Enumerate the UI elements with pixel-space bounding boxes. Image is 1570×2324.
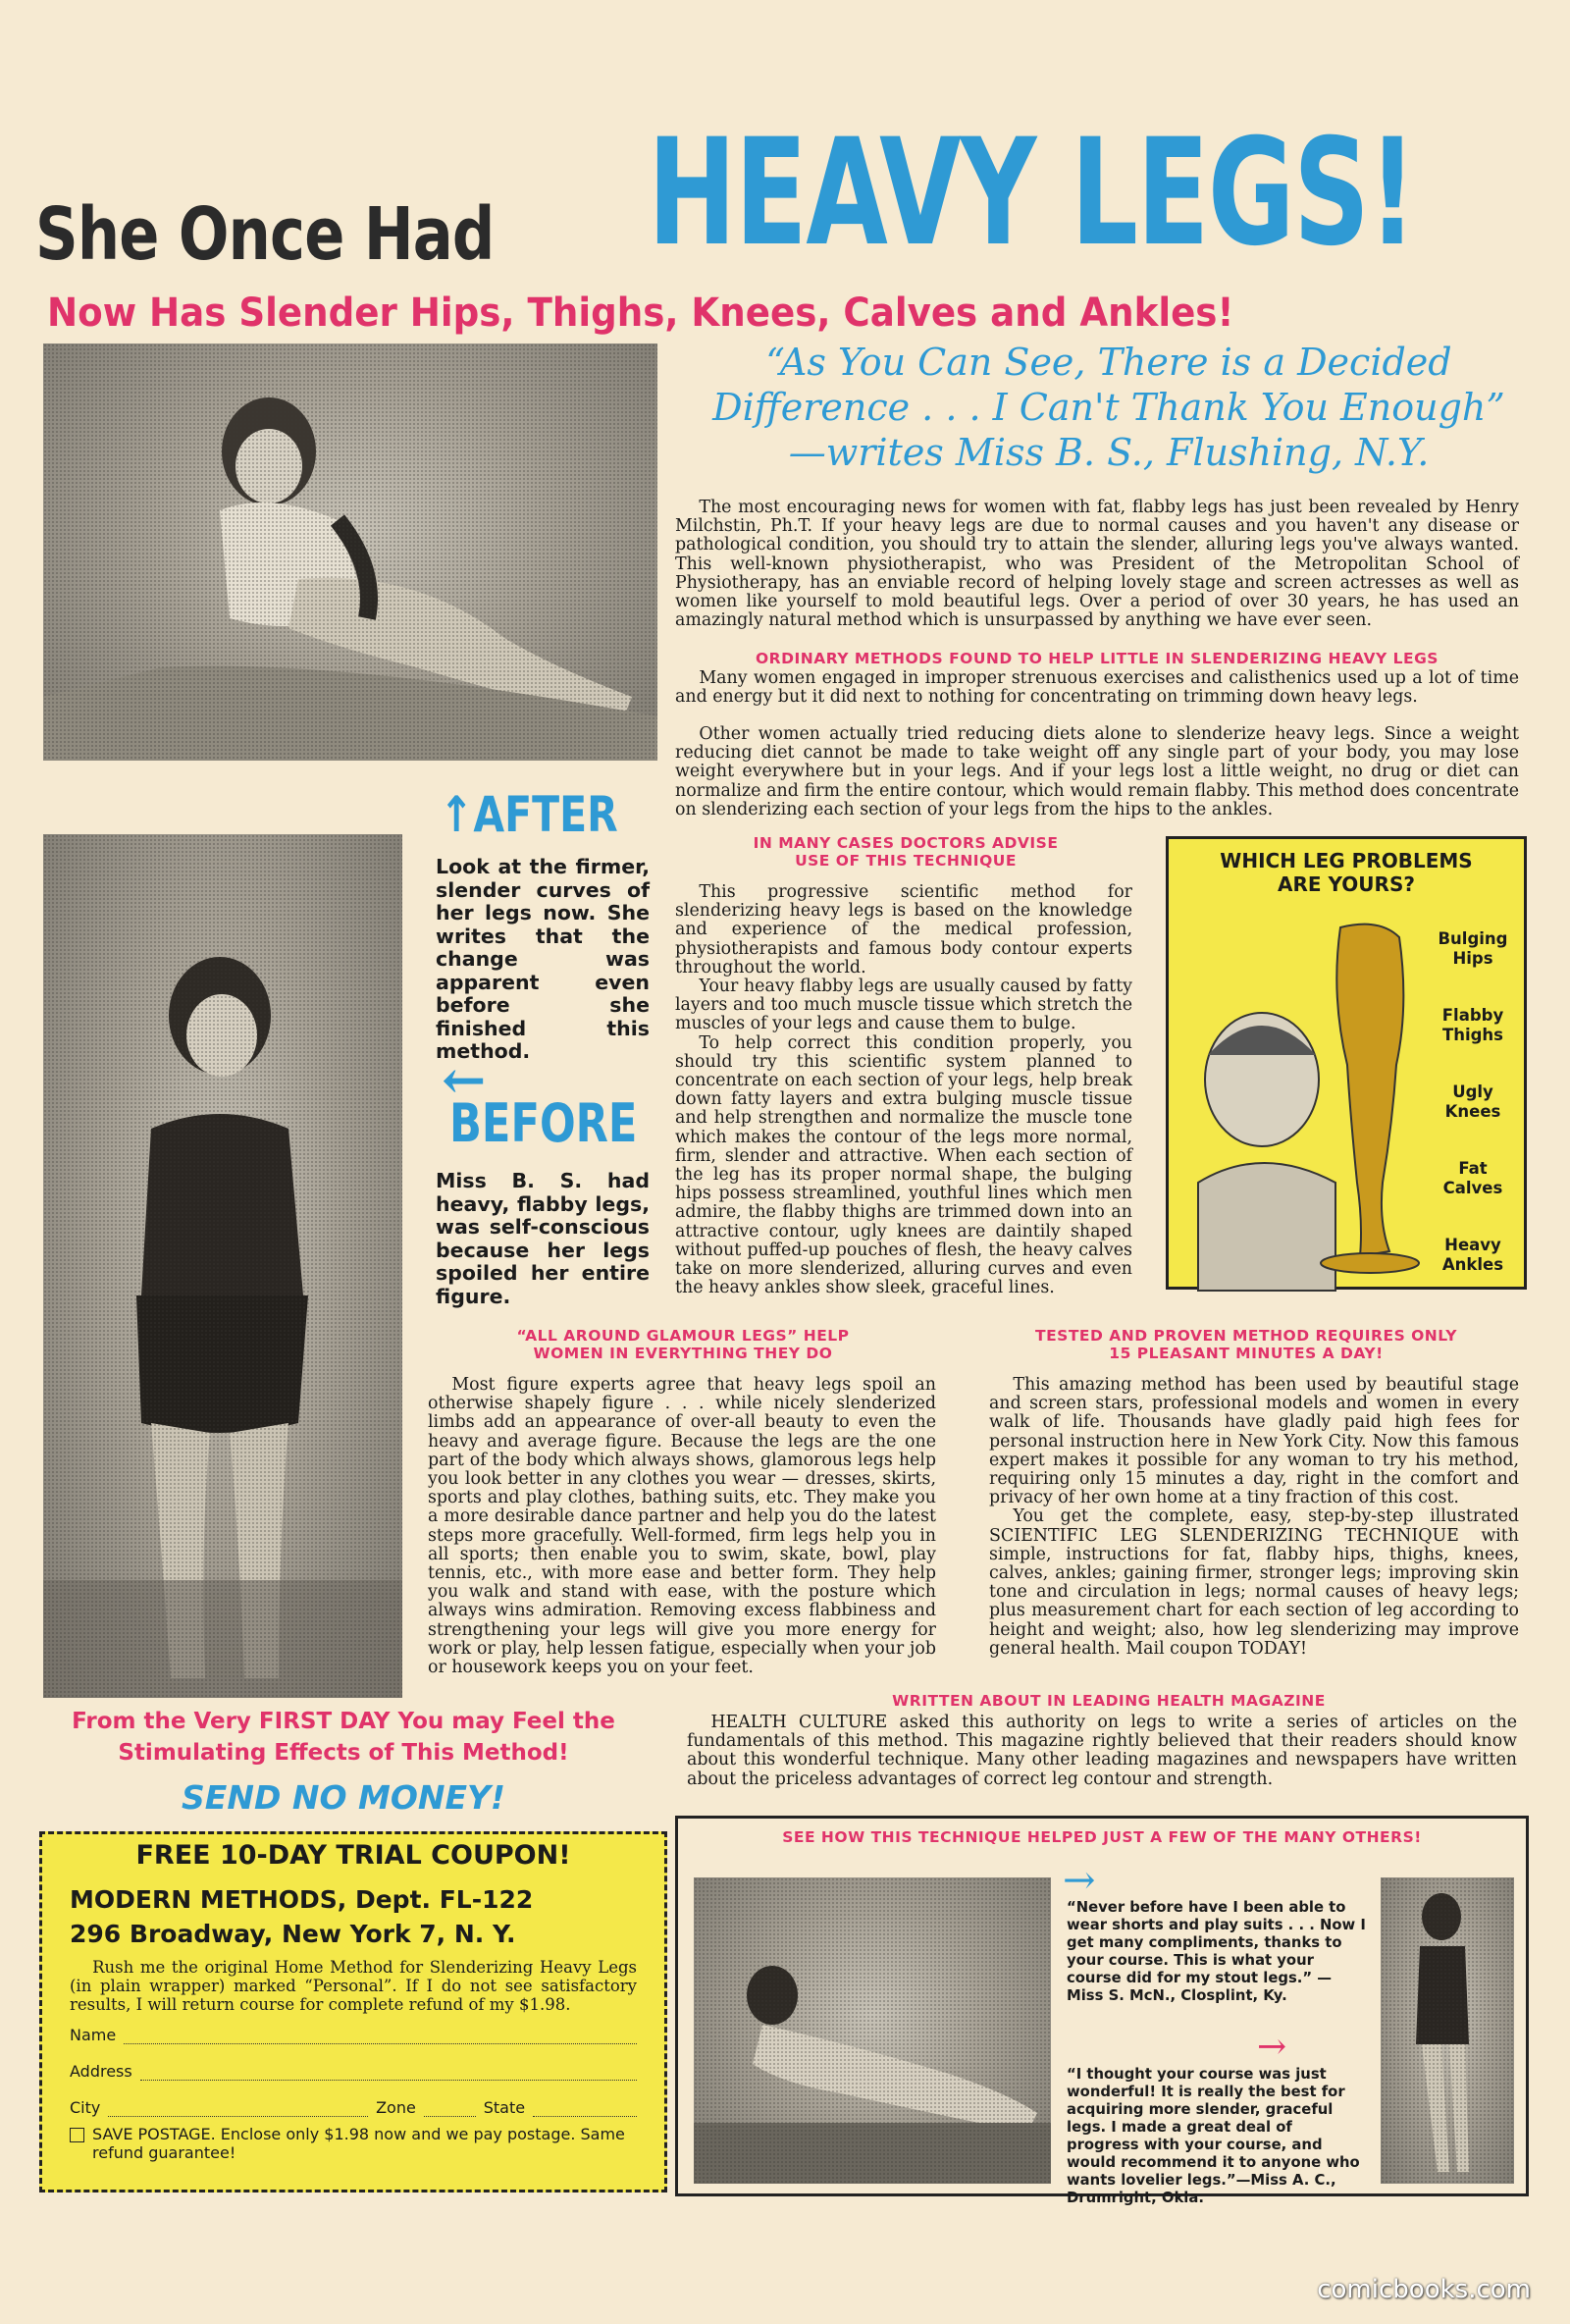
postage-checkbox[interactable] — [70, 2128, 84, 2142]
leg-problems-box — [1166, 836, 1527, 1290]
after-text: Look at the firmer, slender curves of her legs now. She writes that the change was apparent even before she finished this method. — [436, 855, 650, 1063]
doctors-heading — [675, 834, 1136, 870]
intro-paragraph: The most encouraging news for women with fat, flabby legs has just been revealed by Henry Milchstin, Ph.T. If your heavy legs are due to normal causes and you haven't any disease or pathological condition, you should try to attain the slender, alluring legs you've always wanted. This well-known physiotherapist, who was President of the Metropolitan School of Physiotherapy, has an enviable record of helping lovely stage and screen actresses as well as women like yourself to mold beautiful legs. Over a period of over 30 years, he has used an amazingly natural method which is unsurpassed by anything we have ever seen. — [675, 498, 1519, 631]
ordinary-p1: Many women engaged in improper strenuous exercises and calisthenics used up a lot of time and energy but it did next to nothing for concentrating on trimming down heavy legs. — [675, 668, 1519, 708]
testimonial-2: “I thought your course was just wonderful! It is really the best for acquiring more slender, graceful legs. I made a great deal of progress with your course, and would recommend it to anyone who wants lovelier legs.”—Miss A. C., Drumright, Okla. — [1067, 2066, 1360, 2206]
address-label: Address — [70, 2062, 132, 2081]
testimonial-photo-1 — [694, 1877, 1051, 2184]
headline-subtitle: Now Has Slender Hips, Thighs, Knees, Calves and Ankles! — [47, 290, 1234, 336]
quote-line-1: “As You Can See, There is a Decided — [765, 341, 1452, 384]
after-photo — [43, 343, 657, 761]
problem-item: Flabby Thighs — [1441, 1006, 1504, 1044]
first-day-text: From the Very FIRST DAY You may Feel the Stimulating Effects of This Method! — [72, 1709, 615, 1766]
quote-line-2: Difference . . . I Can't Thank You Enough” — [712, 386, 1505, 429]
doctors-p2: Your heavy flabby legs are usually caused by fatty layers and too much muscle tissue which stretch the muscles of your legs and cause them to bulge. — [675, 977, 1132, 1034]
problem-item: Heavy Ankles — [1441, 1236, 1504, 1274]
name-field[interactable] — [124, 2028, 637, 2044]
coupon-city-row — [70, 2098, 637, 2117]
testimonial-photo-2 — [1381, 1877, 1514, 2184]
coupon-address-row — [70, 2062, 637, 2081]
tested-p2: You get the complete, easy, step-by-step illustrated SCIENTIFIC LEG SLENDERIZING TECHNIQUE with simple, instructions for fat, flabby hips, thighs, knees, calves, ankles; gaining firmer, stronger legs; improving skin tone and circulation in legs; normal causes of heavy legs; plus measurement chart for each section of leg according to height and weight; also, how leg slenderizing may improve general health. Mail coupon TODAY! — [989, 1506, 1519, 1659]
tested-body — [989, 1376, 1519, 1659]
state-field[interactable] — [533, 2100, 637, 2117]
glamour-heading-line-1: “ALL AROUND GLAMOUR LEGS” HELP — [516, 1327, 850, 1345]
doctors-heading-line-2: USE OF THIS TECHNIQUE — [795, 852, 1017, 870]
before-text: Miss B. S. had heavy, flabby legs, was self-conscious because her legs spoiled her entire figure. — [436, 1169, 650, 1308]
leg-problems-title: WHICH LEG PROBLEMS ARE YOURS? — [1220, 849, 1473, 896]
glamour-heading-line-2: WOMEN IN EVERYTHING THEY DO — [533, 1345, 833, 1362]
testimonials-heading: SEE HOW THIS TECHNIQUE HELPED JUST A FEW OF THE MANY OTHERS! — [782, 1828, 1422, 1846]
coupon-name-row — [70, 2026, 637, 2044]
headline-prefix: She Once Had — [35, 192, 495, 277]
name-label: Name — [70, 2026, 117, 2044]
city-field[interactable] — [108, 2100, 368, 2117]
glamour-heading — [428, 1327, 938, 1362]
state-label: State — [483, 2098, 526, 2117]
testimonials-box — [675, 1816, 1529, 2206]
after-label: ↑AFTER — [440, 786, 618, 843]
left-arrow-icon: ← — [442, 1048, 487, 1111]
doctors-p3: To help correct this condition properly, you should try this scientific system planned to concentrate on each section of your legs, help break down fatty layers and extra bulging muscle tissue and help strengthen and normalize the muscle tone which makes the contour of the legs more normal, firm, slender and attractive. When each section of the leg has its proper normal shape, the bulging hips possess streamlined, youthful lines which men admire, the flabby thighs are trimmed down into an attractive contour, ugly knees are daintily shaped without puffed-up pouches of flesh, the heavy calves take on more slenderized, alluring curves and even the heavy ankles show sleek, graceful lines. — [675, 1032, 1132, 1298]
health-heading: WRITTEN ABOUT IN LEADING HEALTH MAGAZINE — [892, 1692, 1326, 1710]
ordinary-p2: Other women actually tried reducing diets alone to slenderize heavy legs. Since a weight reducing diet cannot be made to take weight off any single part of your body, you may lose weight everywhere but in your legs. And if your legs lost a little weight, no drug or diet can normalize and firm the entire contour, which would remain flabby. This method does concentrate on slenderizing each section of your legs from the hips to the ankles. — [675, 724, 1519, 819]
coupon-body: Rush me the original Home Method for Slenderizing Heavy Legs (in plain wrapper) marked “Personal”. If I do not see satisfactory results, I will return course for complete refund of my $1.98. — [70, 1958, 637, 2014]
testimonial-1: “Never before have I been able to wear shorts and play suits . . . Now I get many compliments, thanks to your course. This is what your course did for my stout legs.” —Miss S. McN., Closplint, Ky. — [1067, 1899, 1366, 2004]
right-arrow-icon-2: → — [1257, 2027, 1287, 2067]
coupon-address: 296 Broadway, New York 7, N. Y. — [70, 1920, 516, 1948]
quote-block — [687, 340, 1531, 475]
ordinary-heading: ORDINARY METHODS FOUND TO HELP LITTLE IN SLENDERIZING HEAVY LEGS — [756, 650, 1439, 667]
coupon-title: FREE 10-DAY TRIAL COUPON! — [135, 1840, 571, 1871]
coupon-company: MODERN METHODS, Dept. FL-122 — [70, 1885, 534, 1914]
leg-problems-list — [1422, 929, 1524, 1275]
glamour-p1: Most figure experts agree that heavy legs spoil an otherwise shapely figure . . . while nicely slenderized limbs add an appearance of over-all beauty to even the heavy and average figure. Because the legs are the one part of the body which always shows, glamorous legs help you look better in any clothes you wear — dresses, skirts, sports and play clothes, bathing suits, etc. They make you a more desirable dance partner and help you do the latest steps more gracefully. Well-formed, firm legs help you in all sports; then enable you to swim, skate, bowl, play tennis, etc., with more ease and better form. They help you walk and stand with ease, with the posture which always wins admiration. Removing excess flabbiness and strengthening your legs will give you more energy for work or play, help lessen fatigue, especially when your job or housework keeps you on your feet. — [428, 1375, 936, 1678]
tested-p1: This amazing method has been used by beautiful stage and screen stars, professional models and women in every walk of life. Thousands have gladly paid high fees for personal instruction here in New York City. Now this famous expert makes it possible for any woman to try his method, requiring only 15 minutes a day, right in the comfort and privacy of her own home at a tiny fraction of this cost. — [989, 1375, 1519, 1508]
doctors-body — [675, 883, 1132, 1297]
postage-text: SAVE POSTAGE. Enclose only $1.98 now and we pay postage. Same refund guarantee! — [92, 2125, 625, 2162]
address-field[interactable] — [140, 2064, 637, 2081]
doctors-heading-line-1: IN MANY CASES DOCTORS ADVISE — [753, 834, 1059, 852]
send-no-money: SEND NO MONEY! — [182, 1778, 505, 1817]
tested-heading-line-1: TESTED AND PROVEN METHOD REQUIRES ONLY — [1035, 1327, 1457, 1345]
problem-item: Ugly Knees — [1444, 1083, 1501, 1121]
up-arrow-icon: ↑ — [440, 786, 474, 843]
watermark: comicbooks.com — [1317, 2275, 1531, 2304]
zone-label: Zone — [376, 2098, 416, 2117]
city-label: City — [70, 2098, 101, 2117]
before-label: BEFORE — [449, 1092, 638, 1154]
problem-item: Fat Calves — [1442, 1159, 1503, 1197]
right-arrow-icon: ← — [1063, 1858, 1096, 1903]
before-photo — [43, 834, 402, 1698]
health-p1: HEALTH CULTURE asked this authority on legs to write a series of articles on the fundamentals of this method. This magazine rightly believed that their readers should know about this wonderful technique. Many other leading magazines and newspapers have written about the priceless advantages of correct leg contour and strength. — [687, 1713, 1517, 1789]
trial-coupon[interactable] — [39, 1831, 667, 2192]
tested-heading — [971, 1327, 1521, 1362]
quote-line-3: —writes Miss B. S., Flushing, N.Y. — [788, 431, 1430, 474]
doctors-p1: This progressive scientific method for slenderizing heavy legs is based on the knowledge and experience of the medical profession, physiotherapists and famous body contour experts throughout the world. — [675, 882, 1132, 977]
coupon-postage-row — [70, 2125, 637, 2162]
tested-heading-line-2: 15 PLEASANT MINUTES A DAY! — [1109, 1345, 1384, 1362]
zone-field[interactable] — [424, 2100, 476, 2117]
problem-item: Bulging Hips — [1438, 929, 1508, 968]
headline-main: HEAVY LEGS! — [648, 108, 1416, 279]
